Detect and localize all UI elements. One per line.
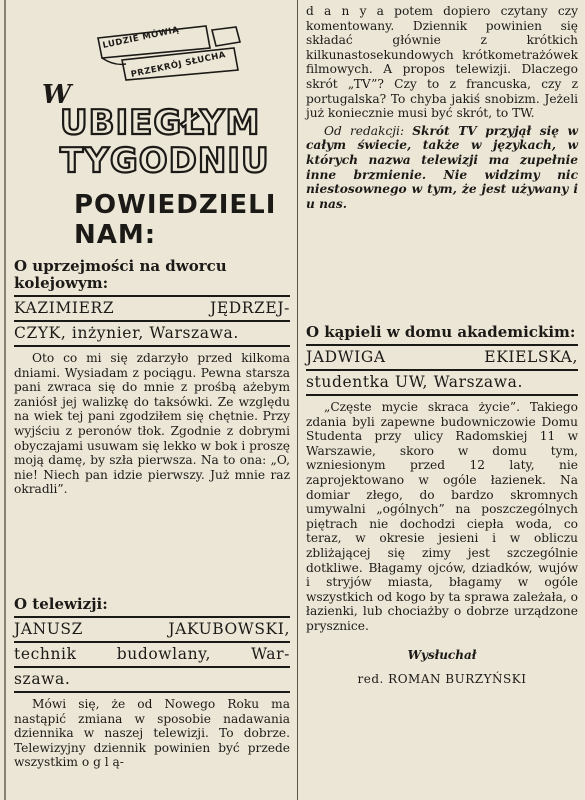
editor-text: Skrót TV przyjął się w całym świecie, także w językach, w których nazwa telewizji ma zupełnie inne brzmienie. Nie widzimy nic niestosownego w tym, że jest używany i u nas. xyxy=(306,123,578,211)
person-name: KAZIMIERZ JĘDRZEJ- xyxy=(14,297,290,322)
editor-note xyxy=(306,124,578,212)
person-role: technik budowlany, War- xyxy=(14,643,290,668)
section-telewizja xyxy=(14,596,290,770)
right-column xyxy=(306,0,578,800)
title-line-1: UBIEGŁYM xyxy=(60,103,261,143)
person-block xyxy=(14,297,290,347)
person-name: JANUSZ JAKUBOWSKI, xyxy=(14,618,290,643)
article-text: Oto co mi się zdarzyło przed kilkoma dniami. Wysiadam z pociągu. Pewna starsza pani zwraca się do mnie z prośbą ażebym zaniósł jej walizkę do taksówki. Ze względu na wiek tej pani zgodziłem się chętnie. Przy wyjściu z peronów tłok. Zgodnie z dobrymi obyczajami usuwam się lekko w bok i proszę moją damę, by szła pierwsza. Na to ona: „O, nie! Niech pan idzie pierwszy. Już mnie raz okradli”. xyxy=(14,351,290,497)
signature-role: Wysłuchał xyxy=(407,647,477,662)
badge-text-top: LUDZIE MÓWIĄ xyxy=(101,25,181,51)
subtitle-line-1: POWIEDZIELI xyxy=(74,190,277,220)
subtitle-line-2: NAM: xyxy=(74,220,157,250)
article-text: „Częste mycie skraca życie”. Takiego zdania byli zapewne budowniczowie Domu Studenta przy ulicy Radomskiej 11 w Warszawie, skoro w domu tym, wzniesionym przed 12 laty, nie zaprojektowano w ogóle łazienek. Na domiar złego, do bardzo skromnych umywalni „ogólnych” na poszczególnych piętrach nie dochodzi ciepła woda, co teraz, w okresie jesieni i w obliczu zbliżającej się zimy jest szczególnie dotkliwe. Błagamy ojców, dziadków, wujów i stryjów miasta, błagamy w ogóle wszystkich od kogo by ta sprawa zależała, o łazienki, lub chociażby o dobrze urządzone prysznice. xyxy=(306,400,578,633)
section-title: O telewizji: xyxy=(14,595,108,613)
section-telewizja-cont xyxy=(306,4,578,211)
section-kapiel xyxy=(306,324,578,686)
signature-name: red. ROMAN BURZYŃSKI xyxy=(357,671,527,686)
person-block xyxy=(14,618,290,693)
person-city: szawa. xyxy=(14,668,290,693)
section-title: O kąpieli w domu akademickim: xyxy=(306,323,576,341)
person-name: JADWIGA EKIELSKA, xyxy=(306,346,578,371)
editor-label: Od redakcji: xyxy=(324,123,405,138)
person-role: studentka UW, Warszawa. xyxy=(306,371,578,396)
left-column xyxy=(14,0,290,800)
title-w: W xyxy=(42,80,72,110)
title-line-2: TYGODNIU xyxy=(60,141,270,181)
section-title: O uprzejmości na dworcu kolejowym: xyxy=(14,257,227,292)
article-text-continued: d a n y a potem dopiero czytany czy komentowany. Dziennik powinien się składać głównie z krótkich kilkunastosekundowych krótkometrażówek filmowych. A propos telewizji. Dlaczego skrót „TV”? Czy to z francuska, czy z portugalska? To chyba jakiś snobizm. Jeżeli już koniecznie musi być skrót, to TW. xyxy=(306,4,578,121)
article-text: Mówi się, że od Nowego Roku ma nastąpić zmiana w sposobie nadawania dziennika w naszej telewizji. To dobrze. Telewizyjny dziennik powinien być przede wszystkim o g l ą- xyxy=(14,697,290,770)
signature xyxy=(306,648,578,686)
person-block xyxy=(306,346,578,396)
column-divider xyxy=(297,0,298,800)
badge-text-bottom: PRZEKRÓJ SŁUCHA xyxy=(130,50,227,80)
section-dworzec xyxy=(14,258,290,497)
person-role: CZYK, inżynier, Warszawa. xyxy=(14,322,290,347)
